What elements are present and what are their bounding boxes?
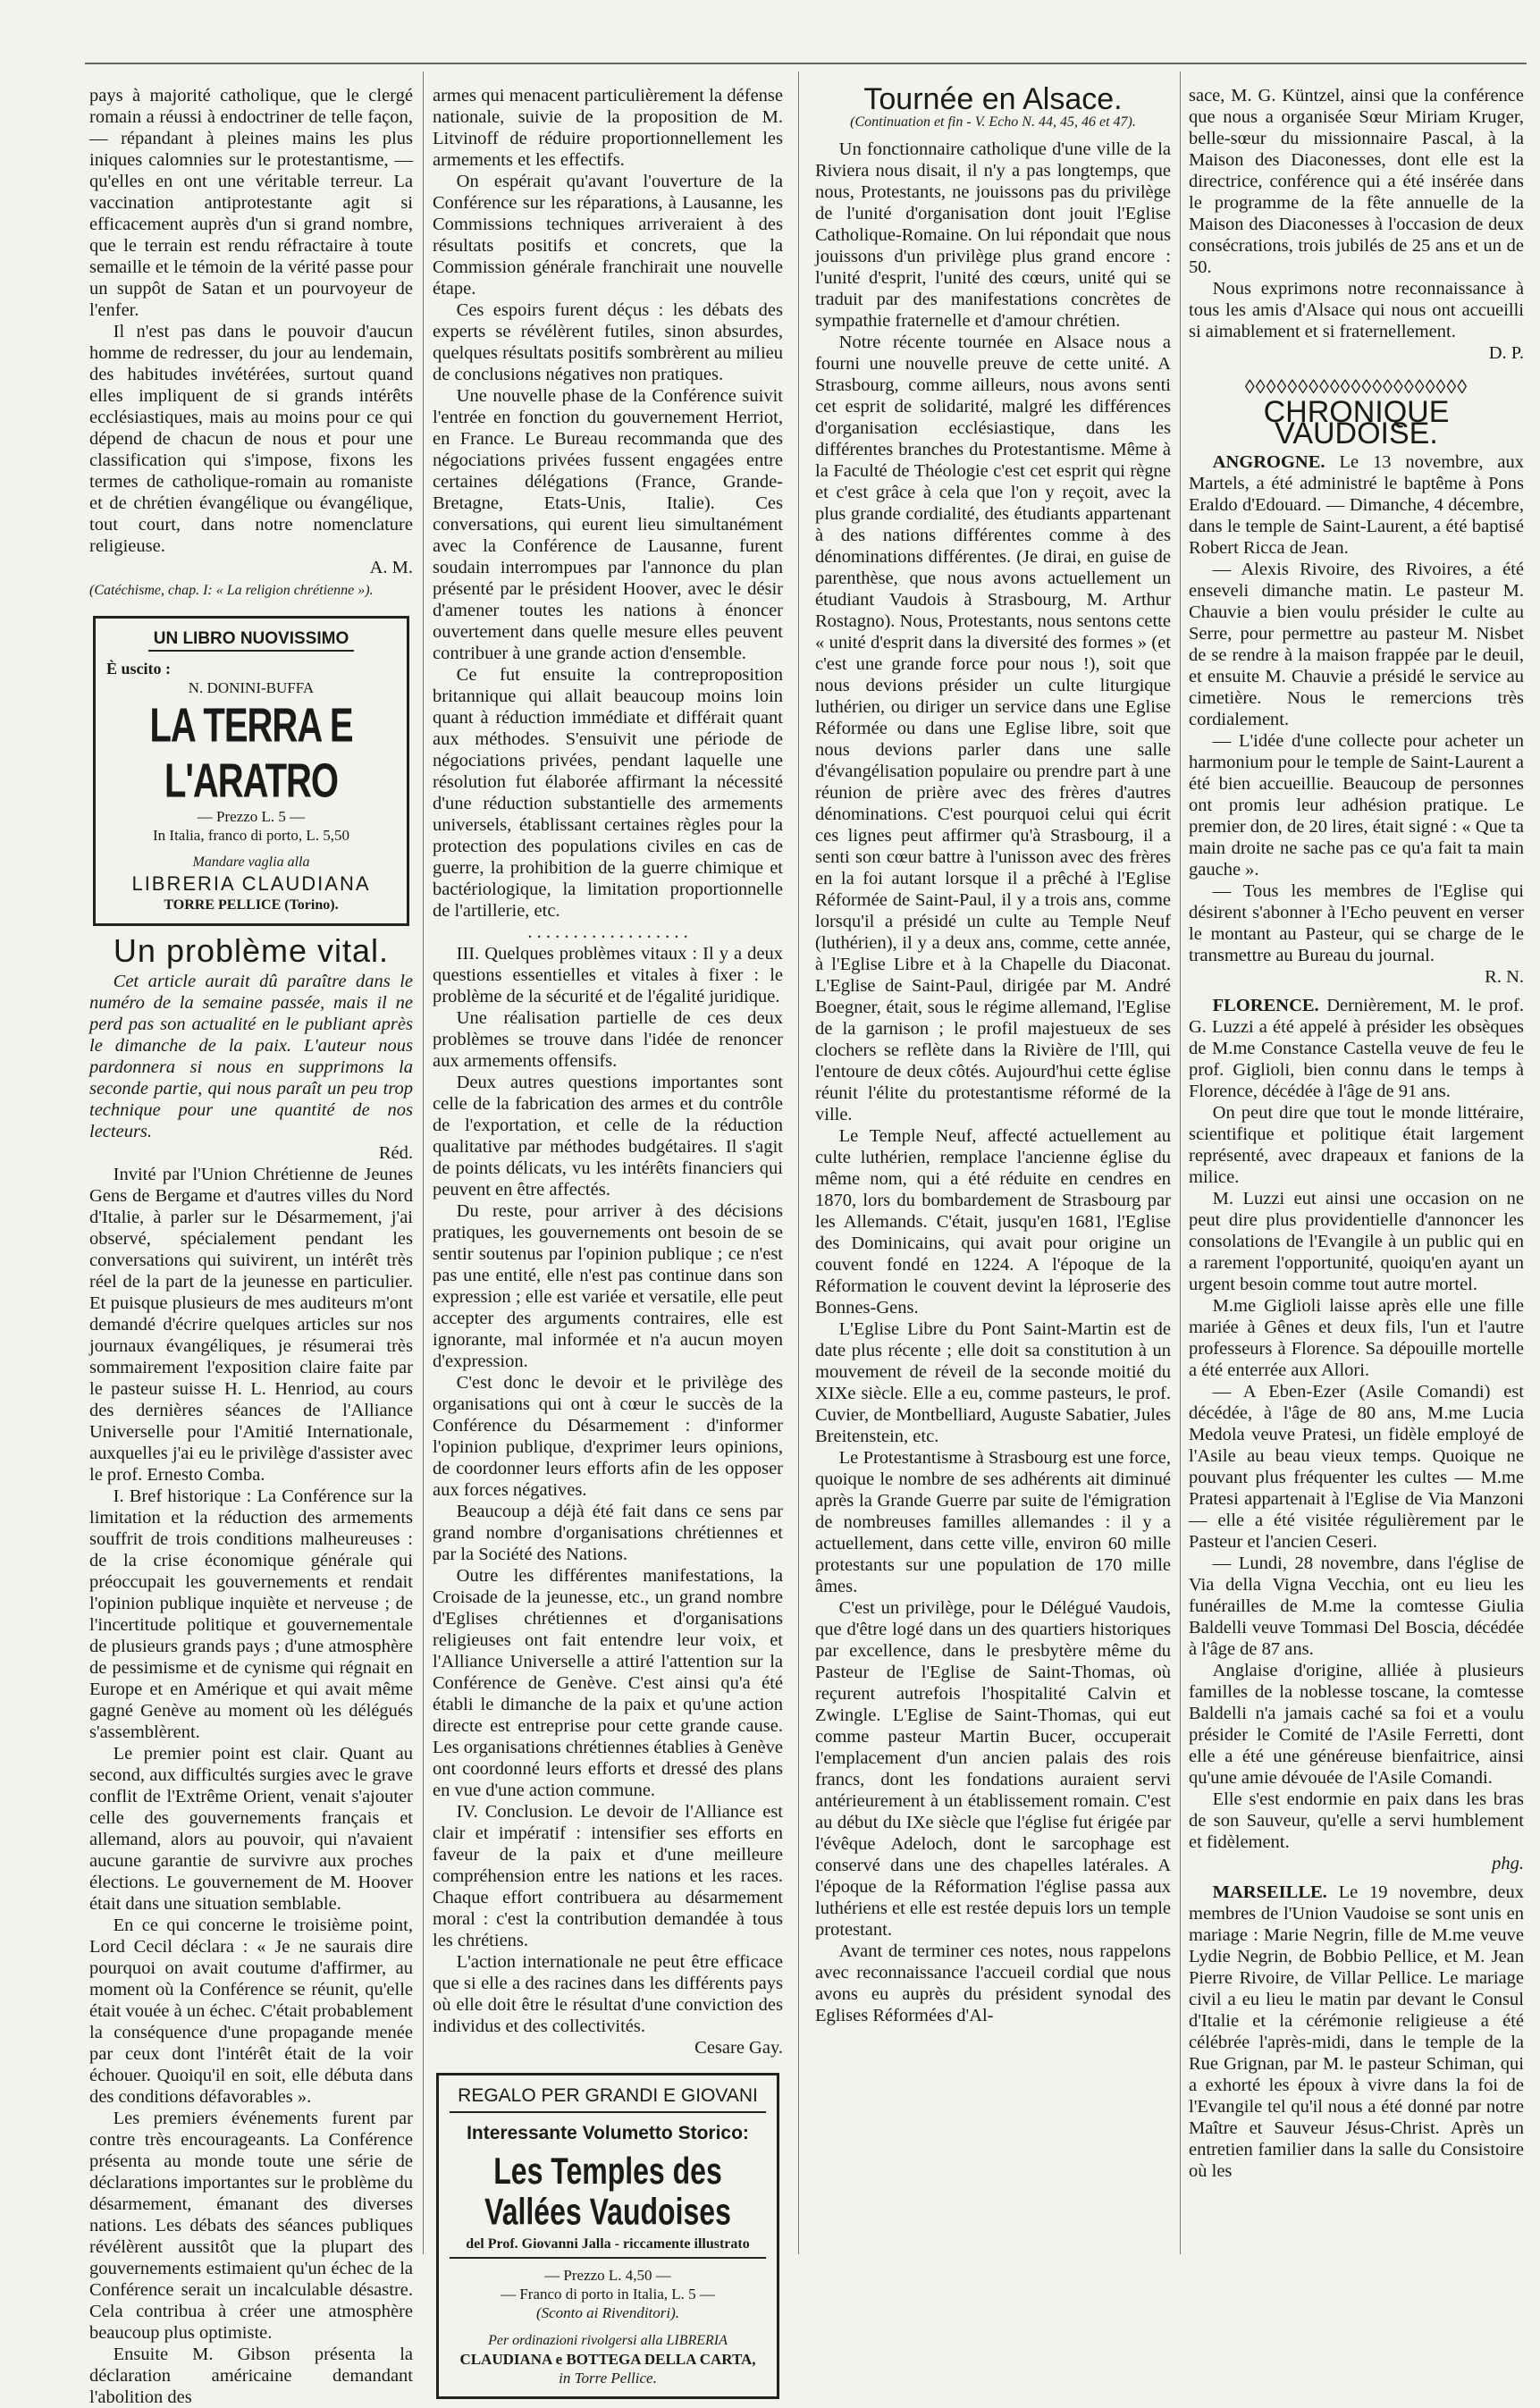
paragraph: Ce fut ensuite la contreproposition britannique qui allait beaucoup moins loin quant à réduction immédiate et différait quant aux méthodes. S'ensuivit une période de négociations privées, pendant laquelle une résolution fut élaborée affirmant la nécessité d'une réduction substantielle des armements universels, établissant certaines règles pour la protection des populations civiles en cas de guerre, la prohibition de la guerre chimique et bactériologique, la limitation proportionnelle de l'artillerie, etc. (433, 665, 783, 921)
paragraph-text: Le 19 novembre, deux membres de l'Union Vaudoise se sont unis en mariage : Marie Negrin, fille de M.me veuve Lydie Negrin, de Bobbio Pellice, et M. Jean Pierre Rivoire, de Villar Pellice. Le mariage civil a eu lieu le matin par devant le Consul d'Italie et la cérémonie religieuse a été célébrée l'après-midi, dans le temple de la Rue Grignan, par M. le pasteur Schiman, qui a exhorté les époux à vivre dans la foi de l'Evangile tel qu'il nous a été donné par notre Maître et Sauveur Jésus-Christ. Après un entretien familier dans la salle du Consistoire où les (1189, 1882, 1524, 2181)
top-rule (85, 63, 1527, 64)
ad-price: — Prezzo L. 5 — (197, 807, 306, 825)
paragraph: sace, M. G. Küntzel, ainsi que la conférence que nous a organisée Sœur Miriam Kruger, belle-sœur du missionnaire Pascal, à la Maison des Diaconesses, dont elle est la directrice, conférence qui a été insérée dans le programme de la fête annuelle de la Maison des Diaconesses à l'occasion de deux consécrations, trois jubilés de 25 ans et un de 50. (1189, 86, 1524, 277)
paragraph: I. Bref historique : La Conférence sur la limitation et la réduction des armements souffrit de trois conditions malheureuses : de la crise économique générale qui préoccupait les gouvernements et rendait l'opinion publique inquiète et nerveuse ; de l'incertitude politique et gouvernementale de plusieurs grands pays ; d'une atmosphère de pessimisme et de cynisme qui régnait en Europe et en Amérique et qui avait même gagné Genève au moment où les délégués s'assemblèrent. (89, 1486, 413, 1742)
paragraph: — Tous les membres de l'Eglise qui désirent s'abonner à l'Echo peuvent en verser le montant au Pasteur, qui se charge de le transmettre au Bureau du journal. (1189, 881, 1524, 965)
signature: Cesare Gay. (694, 2038, 783, 2058)
signature: D. P. (1488, 343, 1524, 363)
paragraph-text: Le 13 novembre, aux Martels, a été administré le baptême à Pons Eraldo d'Edouard. — Dimanche, 4 décembre, dans le temple de Saint-Laurent, a été baptisé Robert Ricca de Jean. (1189, 452, 1524, 558)
paragraph: Les premiers événements furent par contre très encourageants. La Conférence présenta au monde toute une série de déclarations importantes sur le problème du désarmement, émanant des diverses nations. Les débats des séances publiques révélèrent aussitôt que la plupart des gouvernements estimaient qu'un échec de la Conférence serait un incalculable désastre. Cela contribua à créer une atmosphère beaucoup plus optimiste. (89, 2108, 413, 2343)
paragraph: Le premier point est clair. Quant au second, aux difficultés surgies avec le grave conflit de l'Extrême Orient, venait s'ajouter celle des gouvernements français et allemand, alors au pouvoir, qui n'avaient aucune garantie de survivre aux proches élections. Le gouvernement de M. Hoover était dans une situation semblable. (89, 1743, 413, 1914)
column-4 (1189, 85, 1524, 2252)
ad-order-line: CLAUDIANA e BOTTEGA DELLA CARTA, (459, 2350, 756, 2368)
ornament-divider: ◊◊◊◊◊◊◊◊◊◊◊◊◊◊◊◊◊◊◊◊◊ (1244, 375, 1468, 398)
column-3 (815, 82, 1171, 2252)
paragraph: Ensuite M. Gibson présenta la déclaration américaine demandant l'abolition des (89, 2344, 413, 2407)
signature: A. M. (369, 558, 413, 577)
paragraph: M. Luzzi eut ainsi une occasion on ne peut dire plus providentielle d'annoncer les consolations de l'Evangile à un public qui en a rarement l'opportunité, quoiqu'en ayant un urgent besoin comme tout autre mortel. (1189, 1189, 1524, 1294)
paragraph: Invité par l'Union Chrétienne de Jeunes Gens de Bergame et d'autres villes du Nord d'Italie, à parler sur le Désarmement, j'ai observé, spécialement pendant les conversations qui suivirent, un intérêt très réel de la part de la jeunesse en particulier. Et puisque plusieurs de mes auditeurs m'ont demandé d'écrire quelques articles sur nos journaux évangéliques, je résumerai très sommairement l'exposition claire faite par le pasteur suisse H. L. Henriod, au cours des dernières séances de l'Alliance Universelle pour l'Amitié Internationale, auxquelles j'ai eu le privilège d'assister avec le prof. Ernesto Comba. (89, 1164, 413, 1485)
paragraph: — Lundi, 28 novembre, dans l'église de Via della Vigna Vecchia, ont eu lieu les funérailles de M.me la comtesse Giulia Baldelli veuve Tommasi Del Boscia, décédée à l'âge de 87 ans. (1189, 1553, 1524, 1659)
paragraph: Nous exprimons notre reconnaissance à tous les amis d'Alsace qui nous ont accueilli si aimablement et si fraternellement. (1189, 279, 1524, 341)
paragraph: pays à majorité catholique, que le clergé romain a réussi à endoctriner de telle façon, — répandant à pleines mains les plus iniques calomnies sur le protestantisme, — qu'elles en ont une véritable terreur. La vaccination antiprotestante agit si efficacement auprès d'un si grand nombre, que le terrain est rendu réfractaire à toute semaille et le témoin de la vérité passe pour un suppôt de Satan et un pourvoyeur de l'enfer. (89, 86, 413, 320)
column-2 (433, 85, 783, 2387)
paragraph: armes qui menacent particulièrement la défense nationale, suivie de la proposition de M. Litvinoff de réduire proportionnellement les armements et les effectifs. (433, 86, 783, 170)
ad-store: LIBRERIA CLAUDIANA (131, 872, 371, 895)
paragraph: Beaucoup a déjà été fait dans ce sens par grand nombre d'organisations chrétiennes et par la Société des Nations. (433, 1502, 783, 1564)
paragraph: Outre les différentes manifestations, la Croisade de la jeunesse, etc., un grand nombre d'Eglises chrétiennes et d'organisations religieuses ont fait entendre leur voix, et l'Alliance Universelle a attiré l'attention sur la Conférence de Genève. C'est ainsi qu'a été établi le dimanche de la paix et qu'une action directe est entreprise pour cette grande cause. Les organisations chrétiennes établies à Genève ont coordonné leurs efforts et dressé des plans en vue d'une action commune. (433, 1566, 783, 1800)
footnote: (Catéchisme, chap. I: « La religion chrétienne »). (89, 583, 374, 598)
column-rule (798, 72, 799, 2254)
paragraph: C'est donc le devoir et le privilège des organisations qui ont à cœur le succès de la Conférence du Désarmement : d'informer l'opinion publique, d'exprimer leurs opinions, de coordonner leurs efforts afin de les opposer aux forces négatives. (433, 1373, 783, 1500)
ad-order-line: in Torre Pellice. (559, 2369, 657, 2387)
ad-author: N. DONINI-BUFFA (188, 679, 315, 697)
signature: Réd. (378, 1142, 413, 1163)
ad-author: del Prof. Giovanni Jalla - riccamente illustrato (450, 2235, 766, 2259)
ad-shipping: In Italia, franco di porto, L. 5,50 (153, 826, 349, 844)
paragraph: Ces espoirs furent déçus : les débats des experts se révélèrent futiles, sinon absurdes, quelques résultats positifs sombrèrent au milieu de conclusions négatives non pratiques. (433, 300, 783, 384)
column-1 (89, 85, 413, 2407)
book-advertisement (93, 616, 409, 926)
paragraph-text: Dernièrement, M. le prof. G. Luzzi a été appelé à présider les obsèques de M.me Constance Castella veuve de feu le prof. Giglioli, bien connu dans le temps à Florence, décédée à l'âge de 91 ans. (1189, 996, 1524, 1101)
paragraph: C'est un privilège, pour le Délégué Vaudois, que d'être logé dans un des quartiers historiques par excellence, dans le presbytère même du Pasteur de l'Eglise de Saint-Thomas, où reçurent autrefois l'hospitalité Calvin et Zwingle. L'Eglise de Saint-Thomas, qui eut comme pasteur Martin Bucer, occuperait l'emplacement d'un ancien palais des rois francs, dont les fondations auraient servi antérieurement à un établissement romain. C'est au début du IXe siècle que l'église fut érigée par l'évêque Adeloch, dont le sarcophage est conservé dans une des chapelles latérales. A l'époque de la Réformation l'église passa aux luthériens et elle est restée depuis lors un temple protestant. (815, 1598, 1171, 1940)
paragraph: Une réalisation partielle de ces deux problèmes se trouve dans l'idée de renoncer aux armements offensifs. (433, 1008, 783, 1071)
ad-discount: (Sconto ai Rivenditori). (535, 2304, 680, 2322)
paragraph: L'action internationale ne peut être efficace que si elle a des racines dans les différents pays où elle doit être le résultat d'une conviction des individus et des collectivités. (433, 1952, 783, 2036)
article-heading: Tournée en Alsace. (863, 82, 1123, 116)
column-rule (423, 72, 424, 2254)
ad-heading: UN LIBRO NUOVISSIMO (148, 628, 355, 652)
ad-title: Les Temples des Vallées Vaudoises (484, 2149, 731, 2233)
paragraph: Le Protestantisme à Strasbourg est une force, quoique le nombre de ses adhérents ait diminué après la Grande Guerre par suite de l'émigration de nombreuses familles allemandes : il y a actuellement, dans cette ville, environ 60 mille protestants sur une population de 170 mille âmes. (815, 1448, 1171, 1596)
ellipsis-line: . . . . . . . . . . . . . . . . . . (527, 922, 688, 942)
paragraph: Du reste, pour arriver à des décisions pratiques, les gouvernements ont besoin de se sentir soutenus par l'opinion publique ; ce n'est pas une entité, elle n'est pas continue dans son expression ; elle est variée et versatile, elle peut accepter des arguments contraires, elle est ignorante, mal informée et n'a aucun moyen d'expression. (433, 1201, 783, 1371)
paragraph: Avant de terminer ces notes, nous rappelons avec reconnaissance l'accueil cordial que nous avons eu auprès du président synodal des Eglises Réformées d'Al- (815, 1941, 1171, 2025)
ad-label: È uscito : (106, 659, 171, 678)
paragraph: On espérait qu'avant l'ouverture de la Conférence sur les réparations, à Lausanne, les Commissions techniques arriveraient à des résultats positifs et concrets, que la Commission générale franchirait une nouvelle étape. (433, 172, 783, 299)
paragraph: Notre récente tournée en Alsace nous a fourni une nouvelle preuve de cette unité. A Strasbourg, comme ailleurs, nous avons senti cet esprit de solidarité, malgré les différences d'organisation ecclésiastique, dans les différentes branches du Protestantisme. Même à la Faculté de Théologie c'est cet esprit qui règne et c'est grâce à cela que l'on y reçoit, avec la plus grande cordialité, des étudiants appartenant à des nations différentes comme à des dénominations différentes. (Je dirai, en guise de parenthèse, que nous avons actuellement un étudiant Vaudois à Strasbourg, M. Arthur Rostagno). Nous, Protestants, nous sentons cette « unité d'esprit dans la diversité des formes » (et c'est une grande force pour nous !), soit que nous devions présider un culte liturgique luthérien, ou diriger un service dans une Eglise Réformée ou dans une Eglise libre, soit que nous devions parler dans une salle d'évangélisation populaire ou prendre part à une réunion de prière avec des frères d'autres dénominations. C'est pourquoi celui qui écrit ces lignes peut affirmer qu'à Strasbourg, il a senti son cœur battre à l'unisson avec des frères en la foi autant lorsque il a prêché à l'Eglise Réformée de Saint-Paul, il y a trois ans, comme lorsqu'il a présidé un culte au Temple Neuf (luthérien), il y a deux ans, comme, cette année, à l'Eglise Libre et à la Chapelle du Diaconat. L'Eglise de Saint-Paul, dirigée par M. André Boegner, était, sous le régime allemand, l'Eglise de la garnison ; le profil majestueux de ses clochers se reflète dans la Rivière de l'Ill, qui l'entoure de deux côtés. Aujourd'hui cette église réunit l'élite du protestantisme réformé de la ville. (815, 333, 1171, 1124)
paragraph: On peut dire que tout le monde littéraire, scientifique et politique était largement représenté, avec drapeaux et fanions de la milice. (1189, 1103, 1524, 1187)
ad-subheading: Interessante Volumetto Storico: (467, 2123, 749, 2144)
column-rule (1180, 72, 1181, 2254)
place-name: FLORENCE. (1212, 996, 1319, 1015)
article-heading: Un problème vital. (113, 931, 390, 969)
signature: phg. (1492, 1854, 1524, 1873)
ad-instruction: Mandare vaglia alla (192, 855, 310, 870)
book-advertisement (436, 2073, 779, 2399)
paragraph: L'Eglise Libre du Pont Saint-Martin est de date plus récente ; elle doit sa constitution à un mouvement de réveil de la seconde moitié du XIXe siècle. Elle a eu, comme pasteurs, le prof. Cuvier, de Montbelliard, Auguste Sabatier, Jules Breitenstein, etc. (815, 1319, 1171, 1446)
paragraph: M.me Giglioli laisse après elle une fille mariée à Gênes et deux fils, l'un et l'autre professeurs à Florence. Sa dépouille mortelle a été enterrée aux Allori. (1189, 1296, 1524, 1380)
ad-price: — Prezzo L. 4,50 — (544, 2266, 671, 2284)
ad-shipping: — Franco di porto in Italia, L. 5 — (501, 2286, 715, 2303)
paragraph: Un fonctionnaire catholique d'une ville de la Riviera nous disait, il n'y a pas longtemps, que nous, Protestants, ne jouissons pas du privilège de l'unité d'organisation dont jouit l'Eglise Catholique-Romaine. On lui répondait que nous jouissons d'un privilège plus grand encore : l'unité d'esprit, l'unité des cœurs, unité qui se traduit par des manifestations concrètes de sympathie fraternelle et d'amour chrétien. (815, 139, 1171, 331)
ad-title: LA TERRA E L'ARATRO (149, 698, 353, 808)
paragraph: IV. Conclusion. Le devoir de l'Alliance est clair et impératif : intensifier ses efforts en faveur de la paix et d'une meilleure compréhension entre les nations et les races. Chaque effort contribuera au désarmement moral : c'est la contribution demandée à tous les chrétiens. (433, 1802, 783, 1950)
paragraph: Elle s'est endormie en paix dans les bras de son Sauveur, qu'elle a servi humblement et fidèlement. (1189, 1789, 1524, 1852)
ad-city: TORRE PELLICE (Torino). (164, 897, 339, 913)
paragraph: — L'idée d'une collecte pour acheter un harmonium pour le temple de Saint-Laurent a été bien accueillie. Beaucoup de personnes ont promis leur adhésion pratique. Le premier don, de 20 lires, était signé : « Que ta main droite ne sache pas ce qu'a fait ta main gauche ». (1189, 731, 1524, 880)
place-name: ANGROGNE. (1212, 452, 1325, 472)
paragraph (1189, 451, 1524, 559)
place-name: MARSEILLE. (1212, 1882, 1327, 1902)
editor-intro: Cet article aurait dû paraître dans le numéro de la semaine passée, mais il ne perd pas son actualité en le publiant après le dimanche de la paix. L'auteur nous pardonnera si nous en supprimons la seconde partie, qui nous paraît un peu trop technique pour une quantité de nos lecteurs. (89, 971, 413, 1141)
paragraph: Le Temple Neuf, affecté actuellement au culte luthérien, remplace l'ancienne église du même nom, qui a été réduite en cendres en 1870, lors du bombardement de Strasbourg par les Allemands. C'était, jusqu'en 1681, l'Eglise des Dominicains, qui avait pour origine un couvent fondé en 1224. A l'époque de la Réformation le couvent devint la léproserie des Bonnes-Gens. (815, 1126, 1171, 1318)
paragraph (1189, 995, 1524, 1102)
paragraph: Une nouvelle phase de la Conférence suivit l'entrée en fonction du gouvernement Herriot, en France. Le Bureau recommanda que des négociations privées fussent engagées entre certaines délégations (France, Grande-Bretagne, Etats-Unis, Italie). Ces conversations, qui eurent lieu simultanément avec la Conférence de Lausanne, furent soudain interrompues par l'annonce du plan présenté par le président Hoover, avec le désir d'amener toutes les nations à énoncer ouvertement dans quelle mesure elles peuvent contribuer à une grande action d'ensemble. (433, 386, 783, 663)
paragraph: — A Eben-Ezer (Asile Comandi) est décédée, à l'âge de 80 ans, M.me Lucia Medola veuve Pratesi, un fidèle employé de l'Asile au beau vieux temps. Quoique ne pouvant plus fréquenter les cultes — M.me Pratesi appartenait à l'Eglise de Via Manzoni — elle a été visitée régulièrement par le Pasteur et l'ancien Ceseri. (1189, 1382, 1524, 1552)
paragraph: III. Quelques problèmes vitaux : Il y a deux questions essentielles et vitales à fixer : le problème de la sécurité et de l'égalité juridique. (433, 944, 783, 1006)
article-subheading: (Continuation et fin - V. Echo N. 44, 45, 46 et 47). (850, 114, 1136, 130)
paragraph: Anglaise d'origine, alliée à plusieurs familles de la noblesse toscane, la comtesse Baldelli n'a jamais caché sa foi et a voulu présider le Comité de l'Asile Ferretti, dont elle a été une généreuse bienfaitrice, ainsi qu'une amie dévouée de l'Asile Comandi. (1189, 1661, 1524, 1788)
paragraph: — Alexis Rivoire, des Rivoires, a été enseveli dimanche matin. Le pasteur M. Chauvie a bien voulu présider le culte au Serre, pour permettre au pasteur M. Nisbet de se rendre à la maison frappée par le deuil, et ensuite M. Chauvie a présidé le service au cimetière. Nous le remercions très cordialement. (1189, 560, 1524, 729)
paragraph: Deux autres questions importantes sont celle de la fabrication des armes et du contrôle de l'exportation, et celle de la réduction qualitative par méthodes budgétaires. Il s'agit de points délicats, vu les intérêts financiers qui peuvent en être affectés. (433, 1073, 783, 1200)
paragraph (1189, 1882, 1524, 2182)
ad-order-line: Per ordinazioni rivolgersi alla LIBRERIA (488, 2332, 728, 2348)
section-heading: CHRONIQUE VAUDOISE. (1263, 395, 1450, 450)
paragraph: Il n'est pas dans le pouvoir d'aucun homme de redresser, du jour au lendemain, des habitudes invétérées, surtout quand elles impliquent de si grands intérêts ecclésiastiques, mais au moins pour ce qui dépend de chacun de nous et pour une classification qui s'impose, fixons les termes de catholique-romain au romaniste et de chrétien évangélique ou évangélique, tout court, dans notre nomenclature religieuse. (89, 322, 413, 556)
paragraph: En ce qui concerne le troisième point, Lord Cecil déclara : « Je ne saurais dire pourquoi on avait coutume d'affirmer, au moment où la Conférence se réunit, qu'elle était vouée à un échec. C'était probablement la conséquence d'une propagande menée par ceux dont l'intérêt était de la voir échouer. Quoiqu'il en soit, elle débuta dans des conditions défavorables ». (89, 1915, 413, 2107)
ad-heading: REGALO PER GRANDI E GIOVANI (450, 2084, 766, 2113)
signature: R. N. (1485, 967, 1524, 987)
